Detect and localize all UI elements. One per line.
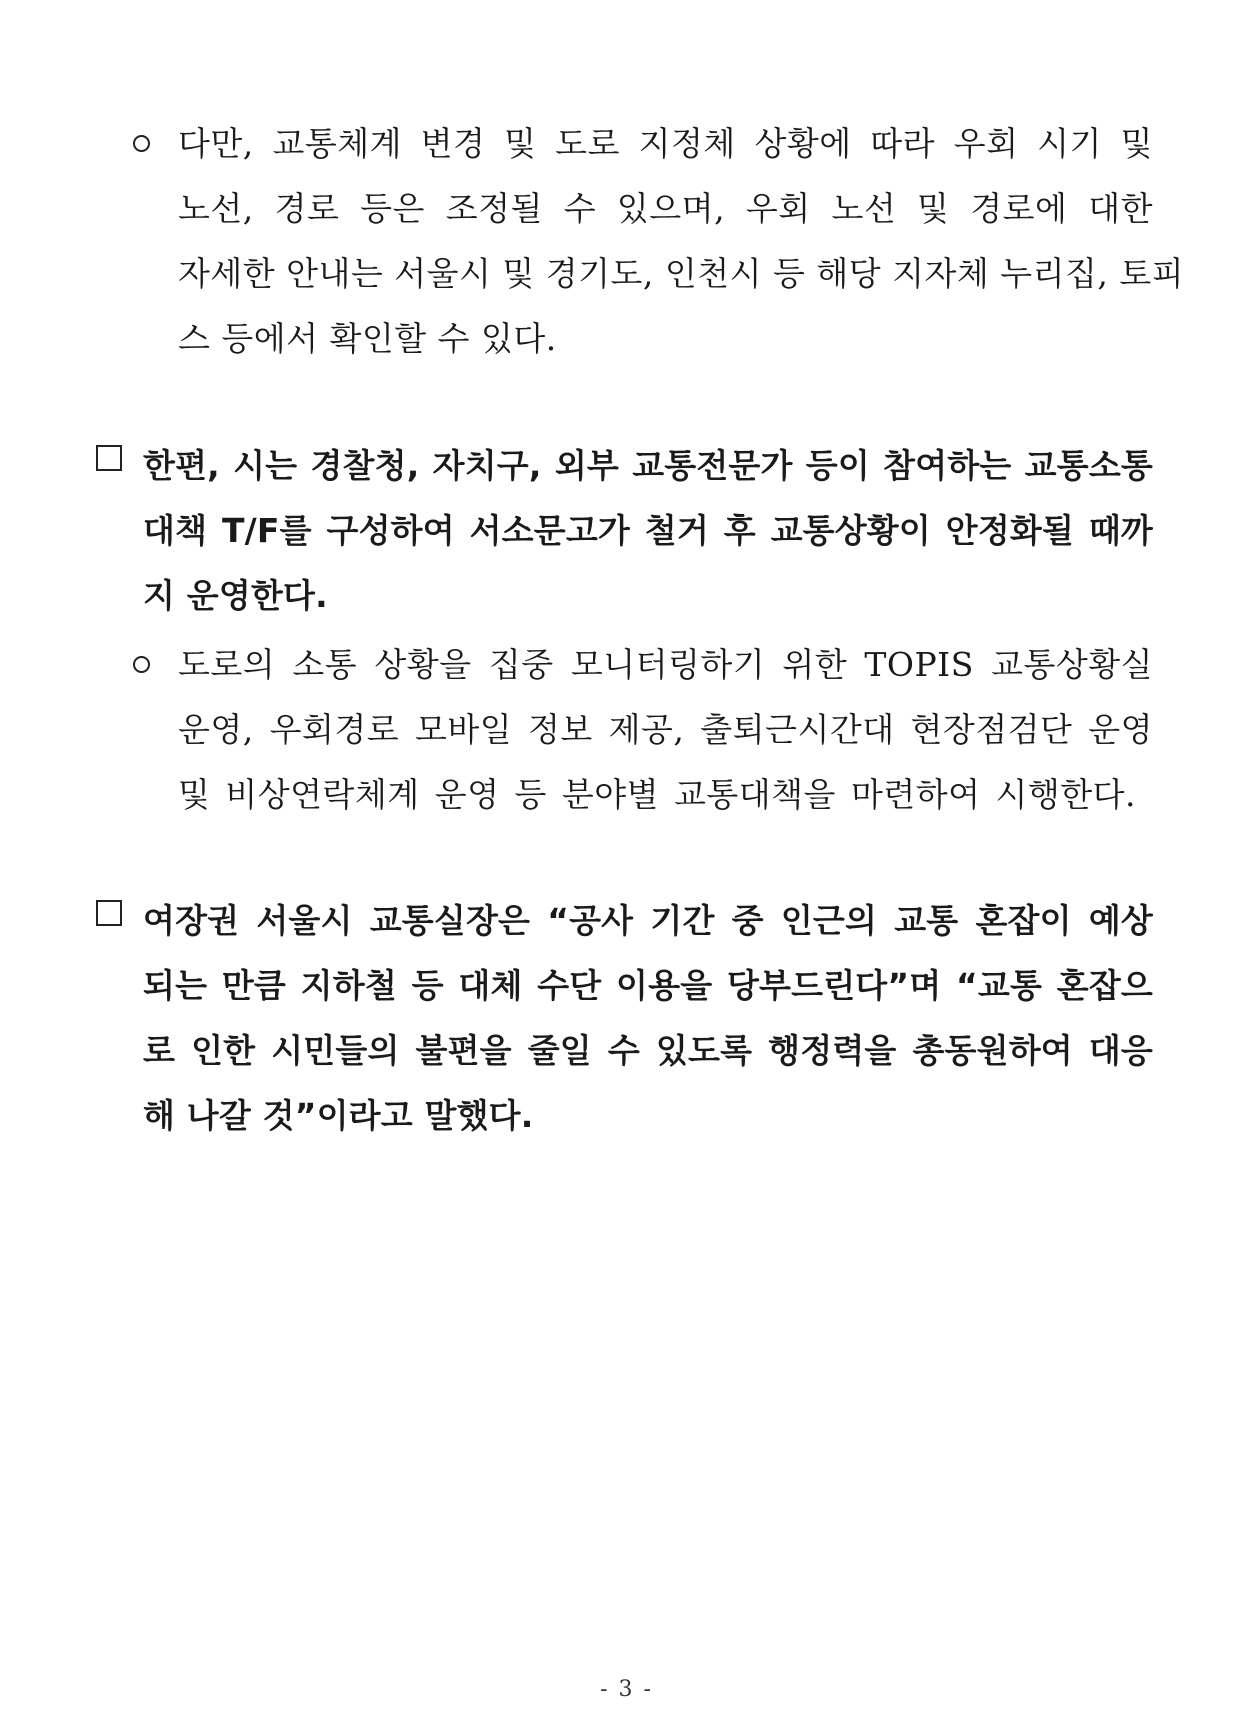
- paragraph-line: 되는 만큼 지하철 등 대체 수단 이용을 당부드린다”며 “교통 혼잡으: [143, 966, 1153, 1005]
- paragraph-line: 자세한 안내는 서울시 및 경기도, 인천시 등 해당 지자체 누리집, 토피: [178, 254, 1185, 293]
- paragraph-line: 지 운영한다.: [143, 576, 328, 615]
- paragraph-line: 로 인한 시민들의 불편을 줄일 수 있도록 행정력을 총동원하여 대응: [143, 1031, 1153, 1070]
- paragraph-line: 운영, 우회경로 모바일 정보 제공, 출퇴근시간대 현장점검단 운영: [178, 710, 1153, 749]
- paragraph-line: 여장권 서울시 교통실장은 “공사 기간 중 인근의 교통 혼잡이 예상: [143, 901, 1153, 940]
- square-bullet-icon: [96, 445, 122, 471]
- paragraph-line: 노선, 경로 등은 조정될 수 있으며, 우회 노선 및 경로에 대한: [178, 189, 1153, 228]
- circle-bullet-icon: [133, 135, 150, 152]
- page-number: - 3 -: [600, 1677, 653, 1702]
- paragraph-line: 다만, 교통체계 변경 및 도로 지정체 상황에 따라 우회 시기 및: [178, 124, 1153, 163]
- paragraph-line: 해 나갈 것”이라고 말했다.: [143, 1096, 534, 1135]
- square-bullet-icon: [96, 900, 122, 926]
- paragraph-line: 스 등에서 확인할 수 있다.: [178, 319, 557, 358]
- circle-bullet-icon: [133, 656, 150, 673]
- paragraph-line: 및 비상연락체계 운영 등 분야별 교통대책을 마련하여 시행한다.: [178, 775, 1136, 814]
- paragraph-line: 대책 T/F를 구성하여 서소문고가 철거 후 교통상황이 안정화될 때까: [143, 511, 1153, 550]
- paragraph-line: 한편, 시는 경찰청, 자치구, 외부 교통전문가 등이 참여하는 교통소통: [143, 446, 1153, 485]
- paragraph-line: 도로의 소통 상황을 집중 모니터링하기 위한 TOPIS 교통상황실: [178, 645, 1153, 684]
